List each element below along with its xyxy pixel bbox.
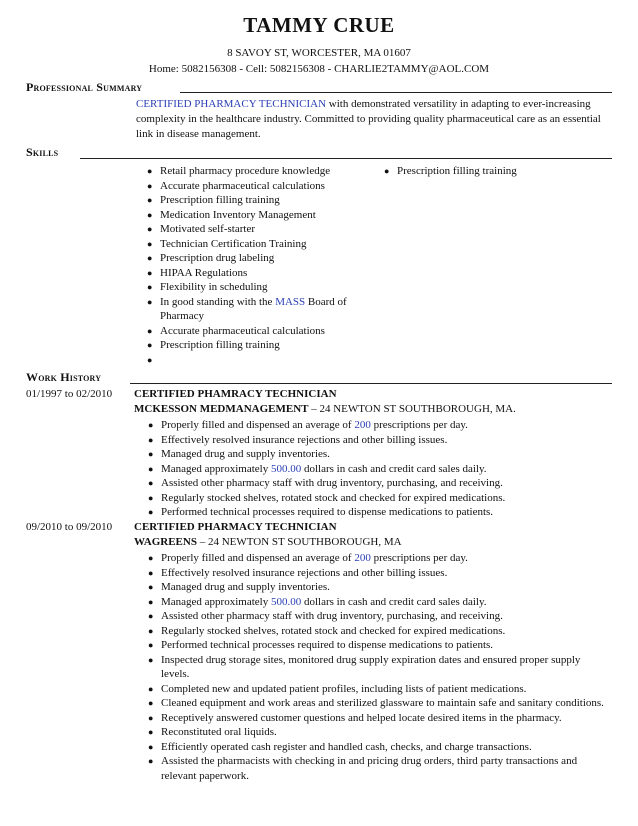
candidate-name: TAMMY CRUE xyxy=(243,13,395,37)
duty-text: Properly filled and dispensed an average of xyxy=(161,419,355,431)
skill-text: Technician Certification Training xyxy=(160,237,307,250)
duty-item xyxy=(148,624,610,639)
duty-text: Assisted other pharmacy staff with drug inventory, purchasing, and receiving. xyxy=(161,610,503,622)
work-rule xyxy=(130,383,612,384)
skill-text: Prescription filling training xyxy=(160,339,280,351)
duty-item xyxy=(148,595,610,610)
skill-text: Retail pharmacy procedure knowledge xyxy=(160,165,331,177)
skill-item xyxy=(147,208,377,223)
skill-text: In good standing with the xyxy=(160,295,276,308)
duty-item xyxy=(148,740,610,755)
duty-text: Reconstituted oral liquids. xyxy=(161,726,277,738)
duty-text: Assisted the pharmacists with checking in and pricing drug orders, third party transactions and relevant paperwork. xyxy=(161,755,578,782)
duty-text: Assisted other pharmacy staff with drug inventory, purchasing, and receiving. xyxy=(161,477,503,489)
job-1-company xyxy=(134,403,516,415)
duty-highlight: 200 xyxy=(354,552,371,564)
job-1-duties xyxy=(148,418,610,520)
duty-item xyxy=(148,418,610,433)
duty-text: Completed new and updated patient profiles, including lists of patient medications. xyxy=(161,682,527,695)
duty-text: Regularly stocked shelves, rotated stock and checked for expired medications. xyxy=(161,491,506,504)
duty-item xyxy=(148,682,610,697)
summary-rule xyxy=(180,92,612,93)
duty-item xyxy=(148,491,610,506)
skill-item xyxy=(384,164,612,179)
skill-text: HIPAA Regulations xyxy=(160,266,248,279)
duty-item xyxy=(148,754,610,783)
job-1-title: CERTIFIED PHAMRACY TECHNICIAN xyxy=(134,388,337,400)
skill-text: Medication Inventory Management xyxy=(160,208,316,221)
duty-item xyxy=(148,696,610,711)
skill-item xyxy=(147,164,377,179)
summary-highlight: CERTIFIED PHARMACY TECHNICIAN xyxy=(136,98,327,110)
skill-item xyxy=(147,237,377,252)
skills-left-list xyxy=(147,164,377,353)
duty-item xyxy=(148,711,610,726)
address-line: 8 SAVOY ST, WORCESTER, MA 01607 xyxy=(227,47,411,59)
duty-item xyxy=(148,653,610,682)
duty-text: dollars in cash and credit card sales daily. xyxy=(301,462,487,475)
job-2-location: – 24 NEWTON ST SOUTHBOROUGH, MA xyxy=(196,536,402,548)
duty-text: Efficiently operated cash register and handled cash, checks, and charge transactions. xyxy=(161,740,532,753)
skill-item xyxy=(147,338,377,353)
work-heading: Work History xyxy=(26,370,102,384)
skills-heading: Skills xyxy=(26,145,59,159)
duty-item xyxy=(148,433,610,448)
job-1-duty-list xyxy=(148,418,610,520)
duty-item xyxy=(148,580,610,595)
duty-text: Performed technical processes required to dispense medications to patients. xyxy=(161,506,494,518)
job-1-company-name: MCKESSON MEDMANAGEMENT xyxy=(134,403,309,415)
skill-text: Motivated self-starter xyxy=(160,223,255,235)
skills-right-list xyxy=(384,164,612,179)
duty-text: prescriptions per day. xyxy=(370,419,468,431)
contact-line: Home: 5082156308 - Cell: 5082156308 - CHARLIE2TAMMY@AOL.COM xyxy=(148,63,490,75)
skill-item xyxy=(147,280,377,295)
duty-text: Receptively answered customer questions and helped locate desired items in the pharmacy. xyxy=(161,711,562,724)
skill-item xyxy=(147,266,377,281)
duty-text: Properly filled and dispensed an average of xyxy=(161,552,355,564)
skills-right-column xyxy=(384,164,612,179)
duty-item xyxy=(148,609,610,624)
duty-highlight: 200 xyxy=(354,419,371,431)
duty-text: Cleaned equipment and work areas and sterilized glassware to maintain safe and sanitary conditions. xyxy=(161,697,604,709)
duty-text: Managed drug and supply inventories. xyxy=(161,448,330,460)
duty-text: Inspected drug storage sites, monitored drug supply expiration dates and ensured proper supply levels. xyxy=(161,653,581,680)
duty-text: Managed approximately xyxy=(161,595,271,608)
skill-text: Accurate pharmaceutical calculations xyxy=(160,324,325,337)
job-2-company xyxy=(134,536,402,548)
skill-text: Flexibility in scheduling xyxy=(160,281,268,293)
duty-text: Regularly stocked shelves, rotated stock and checked for expired medications. xyxy=(161,624,506,637)
skill-item xyxy=(147,193,377,208)
summary-heading: Professional Summary xyxy=(26,80,143,94)
skill-item xyxy=(147,251,377,266)
duty-item xyxy=(148,725,610,740)
duty-item xyxy=(148,447,610,462)
skill-text: Board of Pharmacy xyxy=(160,295,347,322)
summary-body: with demonstrated versatility in adapting to ever-increasing complexity in the healthcare industry. Committed to providing quality pharmaceutical care as an essential link in disease management. xyxy=(136,98,601,140)
skill-text: Prescription filling training xyxy=(160,194,280,206)
skill-text: Accurate pharmaceutical calculations xyxy=(160,179,325,192)
job-2-duties xyxy=(148,551,610,783)
duty-text: Performed technical processes required to dispense medications to patients. xyxy=(161,639,494,651)
skill-highlight: MASS xyxy=(275,295,306,308)
duty-item xyxy=(148,551,610,566)
duty-text: dollars in cash and credit card sales daily. xyxy=(301,595,487,608)
job-1-location: – 24 NEWTON ST SOUTHBOROUGH, MA. xyxy=(308,403,516,415)
skill-text: Prescription filling training xyxy=(397,165,517,177)
duty-text: prescriptions per day. xyxy=(370,552,468,564)
job-2-title: CERTIFIED PHARMACY TECHNICIAN xyxy=(134,521,337,533)
skill-item xyxy=(147,222,377,237)
job-2-dates: 09/2010 to 09/2010 xyxy=(26,521,113,533)
duty-item xyxy=(148,638,610,653)
job-1-dates: 01/1997 to 02/2010 xyxy=(26,388,113,400)
skills-left-column xyxy=(147,164,377,353)
job-2-company-name: WAGREENS xyxy=(134,536,197,548)
duty-text: Effectively resolved insurance rejections and other billing issues. xyxy=(161,433,448,446)
duty-text: Managed approximately xyxy=(161,462,271,475)
duty-highlight: 500.00 xyxy=(270,595,302,608)
job-2-duty-list xyxy=(148,551,610,783)
skill-item xyxy=(147,179,377,194)
summary-text xyxy=(136,97,612,142)
duty-item xyxy=(148,566,610,581)
skill-item xyxy=(147,295,377,324)
skills-rule xyxy=(80,158,612,159)
duty-highlight: 500.00 xyxy=(270,462,302,475)
duty-item xyxy=(148,476,610,491)
duty-item xyxy=(148,505,610,520)
duty-text: Effectively resolved insurance rejections and other billing issues. xyxy=(161,566,448,579)
duty-text: Managed drug and supply inventories. xyxy=(161,581,330,593)
duty-item xyxy=(148,462,610,477)
skill-item xyxy=(147,324,377,339)
skill-text: Prescription drug labeling xyxy=(160,252,275,264)
